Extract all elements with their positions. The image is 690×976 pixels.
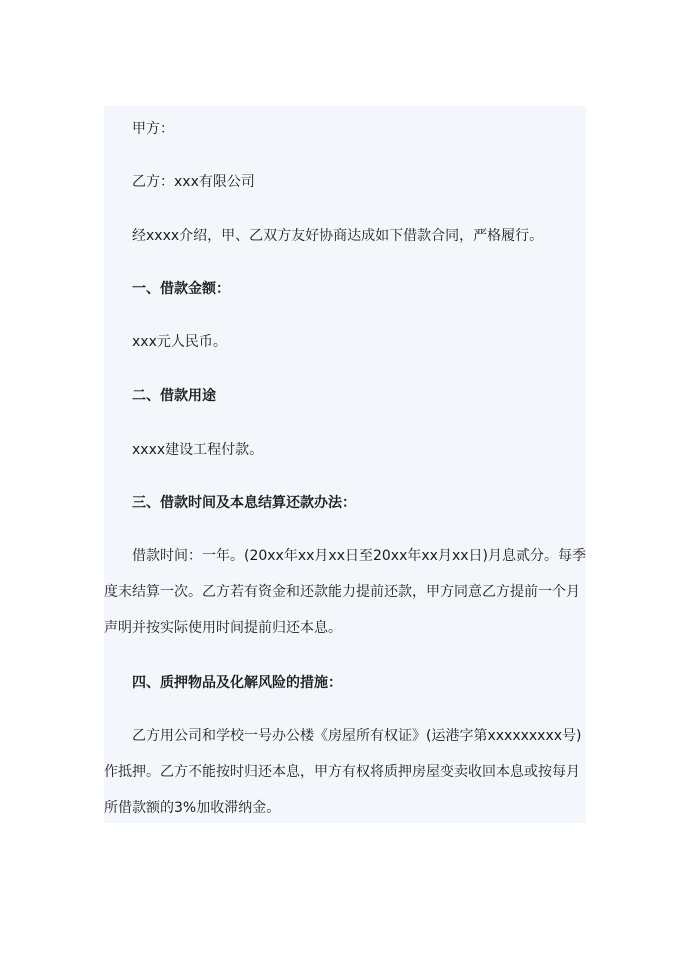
party-b-line: 乙方：xxx有限公司: [132, 174, 255, 190]
section-1-body: xxx元人民币。: [132, 334, 227, 350]
document-content-area: [104, 106, 586, 823]
party-a-line: 甲方：: [132, 121, 174, 137]
section-2-body: xxxx建设工程付款。: [132, 442, 264, 458]
section-4-body: 乙方用公司和学校一号办公楼《房屋所有权证》(运港字第xxxxxxxxx号)作抵押。乙方不能按时归还本息，甲方有权将质押房屋变卖收回本息或按每月所借款额的3%加收滞纳金。: [104, 728, 582, 816]
section-3-title: 三、借款时间及本息结算还款办法：: [132, 495, 356, 511]
intro-paragraph: 经xxxx介绍，甲、乙双方友好协商达成如下借款合同，严格履行。: [132, 228, 544, 244]
section-1-title: 一、借款金额：: [132, 281, 230, 297]
section-4-title: 四、质押物品及化解风险的措施：: [132, 675, 342, 691]
section-2-title: 二、借款用途: [132, 388, 216, 404]
section-3-body: 借款时间：一年。(20xx年xx月xx日至20xx年xx月xx日)月息贰分。每季度末结算一次。乙方若有资金和还款能力提前还款，甲方同意乙方提前一个月声明并按实际使用时间提前归还本息。: [104, 548, 586, 636]
